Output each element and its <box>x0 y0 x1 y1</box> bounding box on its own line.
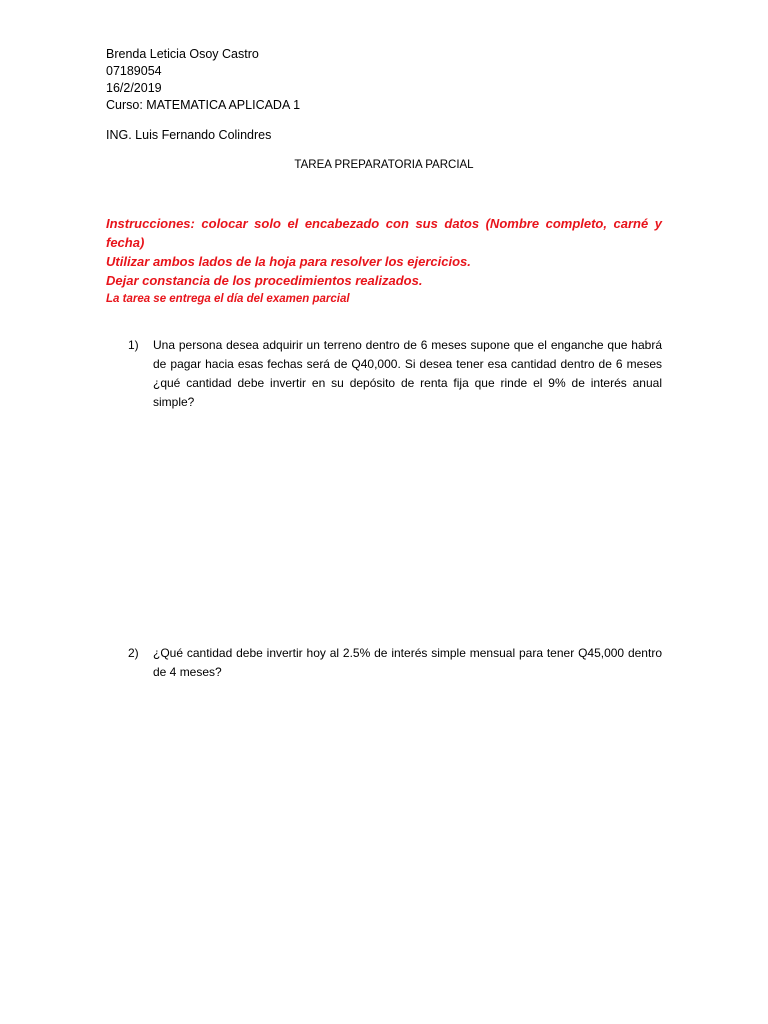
student-name: Brenda Leticia Osoy Castro <box>106 47 259 61</box>
instruction-delivery: La tarea se entrega el día del examen parcial <box>106 293 350 305</box>
question-text: ¿Qué cantidad debe invertir hoy al 2.5% de interés simple mensual para tener Q45,000 dentro de 4 meses? <box>153 646 662 679</box>
document-title: TAREA PREPARATORIA PARCIAL <box>294 159 474 171</box>
question-number: 1) <box>128 338 139 352</box>
submission-date: 16/2/2019 <box>106 81 162 95</box>
instruction-procedures: Dejar constancia de los procedimientos realizados. <box>106 273 423 288</box>
teacher-name: ING. Luis Fernando Colindres <box>106 128 272 142</box>
instruction-both-sides: Utilizar ambos lados de la hoja para resolver los ejercicios. <box>106 254 471 269</box>
student-id: 07189054 <box>106 64 162 78</box>
question-1 <box>128 336 662 412</box>
course-name: Curso: MATEMATICA APLICADA 1 <box>106 98 301 112</box>
instruction-header-data: Instrucciones: colocar solo el encabezado con sus datos (Nombre completo, carné y fecha) <box>106 216 662 250</box>
student-header <box>106 46 666 114</box>
question-number: 2) <box>128 646 139 660</box>
question-text: Una persona desea adquirir un terreno dentro de 6 meses supone que el enganche que habrá de pagar hacia esas fechas será de Q40,000. Si desea tener esa cantidad dentro de 6 meses ¿qué cantidad debe invertir en su depósito de renta fija que rinde el 9% de interés anual simple? <box>153 338 662 409</box>
instructions-block <box>106 214 662 308</box>
question-2 <box>128 644 662 682</box>
